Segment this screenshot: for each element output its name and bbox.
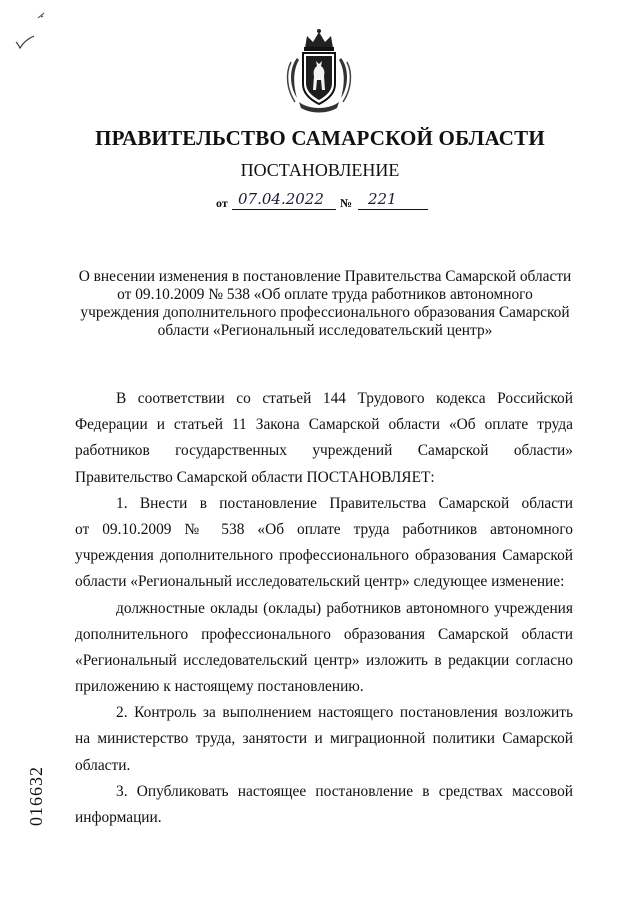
body-line: на министерство труда, занятости и миграционной политики Самарской: [75, 730, 573, 748]
body-line: дополнительного профессионального образования Самарской области: [75, 625, 573, 643]
body-line: Федерации и статьей 11 Закона Самарской области «Об оплате труда: [75, 416, 573, 434]
date-value: 07.04.2022: [238, 190, 324, 208]
number-label: №: [340, 196, 353, 210]
date-label: от: [216, 196, 228, 210]
samara-coat-of-arms-icon: [283, 28, 355, 114]
body-line: области.: [75, 756, 131, 774]
body-line: области «Региональный исследовательский центр» следующее изменение:: [75, 573, 565, 591]
subject-line: от 09.10.2009 № 538 «Об оплате труда работников автономного: [117, 286, 533, 303]
date-number-line: [216, 190, 436, 214]
body-line: 2. Контроль за выполнением настоящего постановления возложить: [116, 704, 573, 722]
body-line: приложению к настоящему постановлению.: [75, 678, 364, 696]
subject-line: области «Региональный исследовательский центр»: [157, 322, 493, 339]
body-line: В соответствии со статьей 144 Трудового кодекса Российской: [116, 390, 573, 407]
body-line: от 09.10.2009 № 538 «Об оплате труда работников автономного: [75, 520, 573, 538]
body-line: 3. Опубликовать настоящее постановление в средствах массовой: [116, 782, 573, 800]
body-line: Правительство Самарской области ПОСТАНОВЛЯЕТ:: [75, 468, 435, 486]
body-line: должностные оклады (оклады) работников автономного учреждения: [116, 599, 573, 617]
margin-stamp-number: 016632: [26, 766, 46, 826]
number-value: 221: [368, 190, 397, 208]
body-line: работников государственных учреждений Самарской области»: [75, 442, 573, 460]
number-underline: [358, 209, 428, 210]
document-body: [75, 386, 573, 831]
corner-scribble-icon: [36, 10, 46, 20]
date-underline: [232, 209, 336, 210]
government-title: ПРАВИТЕЛЬСТВО САМАРСКОЙ ОБЛАСТИ: [95, 126, 545, 150]
body-line: 1. Внести в постановление Правительства Самарской области: [116, 494, 573, 512]
document-subject: [70, 268, 580, 340]
body-line: информации.: [75, 809, 162, 826]
subject-line: учреждения дополнительного профессионального образования Самарской: [80, 304, 570, 321]
document-type: ПОСТАНОВЛЕНИЕ: [240, 160, 400, 180]
body-line: «Региональный исследовательский центр» изложить в редакции согласно: [75, 651, 573, 669]
handwritten-check-icon: [14, 34, 36, 50]
subject-line: О внесении изменения в постановление Правительства Самарской области: [78, 268, 572, 285]
body-line: учреждения дополнительного профессионального образования Самарской: [75, 547, 573, 565]
